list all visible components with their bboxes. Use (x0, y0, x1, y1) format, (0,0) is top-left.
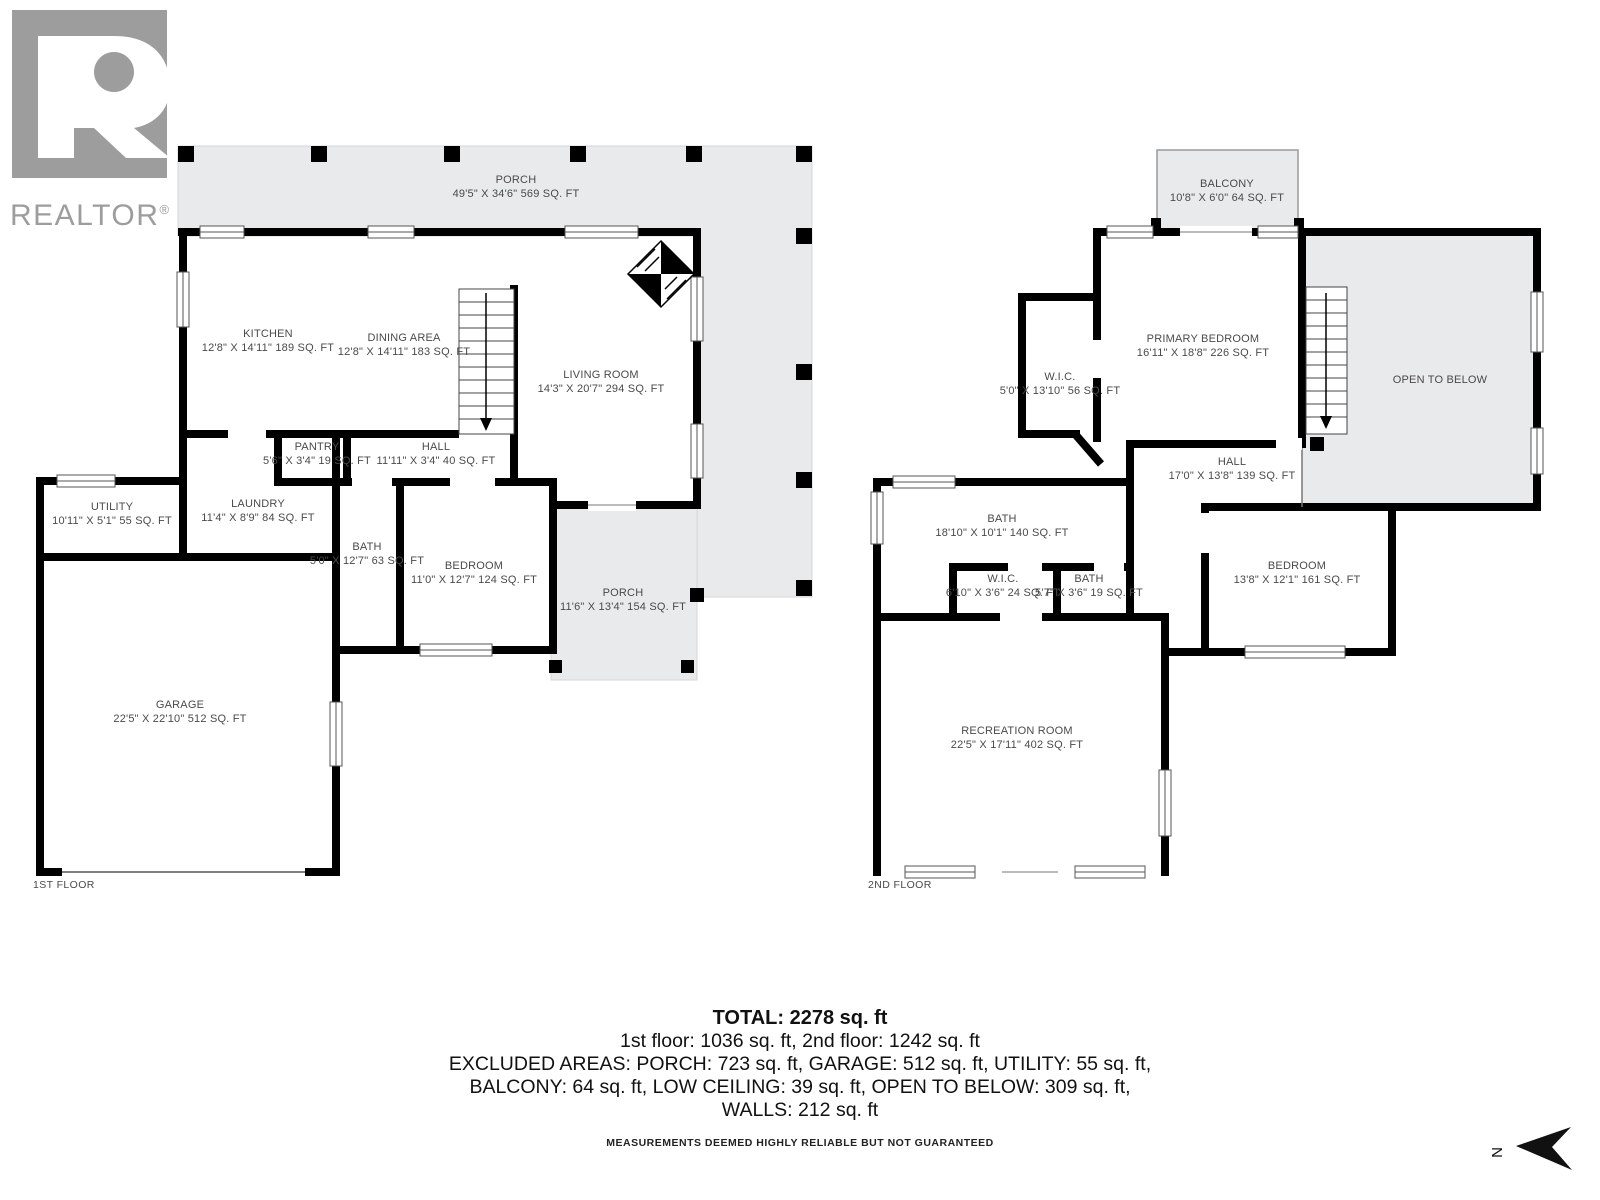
room-label-bath-f1: BATH 5'0" X 12'7" 63 SQ. FT (309, 541, 425, 567)
floor1-tag: 1ST FLOOR (33, 879, 95, 891)
room-label-bath1-f2: BATH 18'10" X 10'1" 140 SQ. FT (935, 513, 1069, 539)
disclaimer-text: MEASUREMENTS DEEMED HIGHLY RELIABLE BUT NOT GUARANTEED (606, 1137, 994, 1149)
room-label-bath2-f2: BATH 5'7" X 3'6" 19 SQ. FT (1035, 573, 1143, 599)
realtor-logo (10, 8, 190, 231)
summary-walls: WALLS: 212 sq. ft (721, 1099, 879, 1121)
area-summary (0, 1007, 1600, 1122)
room-label-laundry: LAUNDRY 11'4" X 8'9" 84 SQ. FT (201, 498, 315, 524)
realtor-logo-word: REALTOR (10, 199, 160, 232)
room-label-utility: UTILITY 10'11" X 5'1" 55 SQ. FT (52, 501, 172, 527)
room-label-porch-side: PORCH 11'6" X 13'4" 154 SQ. FT (559, 587, 687, 613)
summary-floors: 1st floor: 1036 sq. ft, 2nd floor: 1242 sq. ft (620, 1030, 980, 1052)
room-label-balcony: BALCONY 10'8" X 6'0" 64 SQ. FT (1169, 178, 1285, 204)
room-label-hall-f1: HALL 11'11" X 3'4" 40 SQ. FT (376, 441, 496, 467)
room-label-open-to-below: OPEN TO BELOW (1392, 374, 1488, 386)
room-label-primary-bedroom: PRIMARY BEDROOM 16'11" X 18'8" 226 SQ. FT (1136, 333, 1270, 359)
room-label-bedroom-f2: BEDROOM 13'8" X 12'1" 161 SQ. FT (1233, 560, 1361, 586)
room-label-recreation: RECREATION ROOM 22'5" X 17'11" 402 SQ. FT (950, 725, 1084, 751)
room-label-living: LIVING ROOM 14'3" X 20'7" 294 SQ. FT (537, 369, 665, 395)
room-label-wic2: W.I.C. 6'10" X 3'6" 24 SQ. FT (945, 573, 1061, 599)
summary-excluded-1: EXCLUDED AREAS: PORCH: 723 sq. ft, GARAGE: 512 sq. ft, UTILITY: 55 sq. ft, (448, 1053, 1152, 1075)
room-label-pantry: PANTRY 5'6" X 3'4" 19 SQ. FT (263, 441, 371, 467)
realtor-logo-mark (10, 8, 180, 186)
room-label-dining: DINING AREA 12'8" X 14'11" 183 SQ. FT (337, 332, 471, 358)
realtor-logo-text (10, 195, 190, 231)
room-label-porch-top: PORCH 49'5" X 34'6" 569 SQ. FT (452, 174, 580, 200)
diamond-ornament (628, 241, 694, 307)
registered-mark: ® (159, 202, 170, 217)
room-label-hall-f2: HALL 17'0" X 13'8" 139 SQ. FT (1168, 456, 1296, 482)
floor2-tag: 2ND FLOOR (868, 879, 932, 891)
summary-total: TOTAL: 2278 sq. ft (712, 1007, 888, 1029)
room-label-kitchen: KITCHEN 12'8" X 14'11" 189 SQ. FT (201, 328, 335, 354)
svg-text:N: N (1488, 1147, 1505, 1158)
room-label-garage: GARAGE 22'5" X 22'10" 512 SQ. FT (113, 699, 247, 725)
summary-excluded-2: BALCONY: 64 sq. ft, LOW CEILING: 39 sq. ft, OPEN TO BELOW: 309 sq. ft, (469, 1076, 1131, 1098)
room-label-wic1: W.I.C. 5'0" X 13'10" 56 SQ. FT (999, 371, 1121, 397)
room-label-bedroom-f1: BEDROOM 11'0" X 12'7" 124 SQ. FT (410, 560, 538, 586)
